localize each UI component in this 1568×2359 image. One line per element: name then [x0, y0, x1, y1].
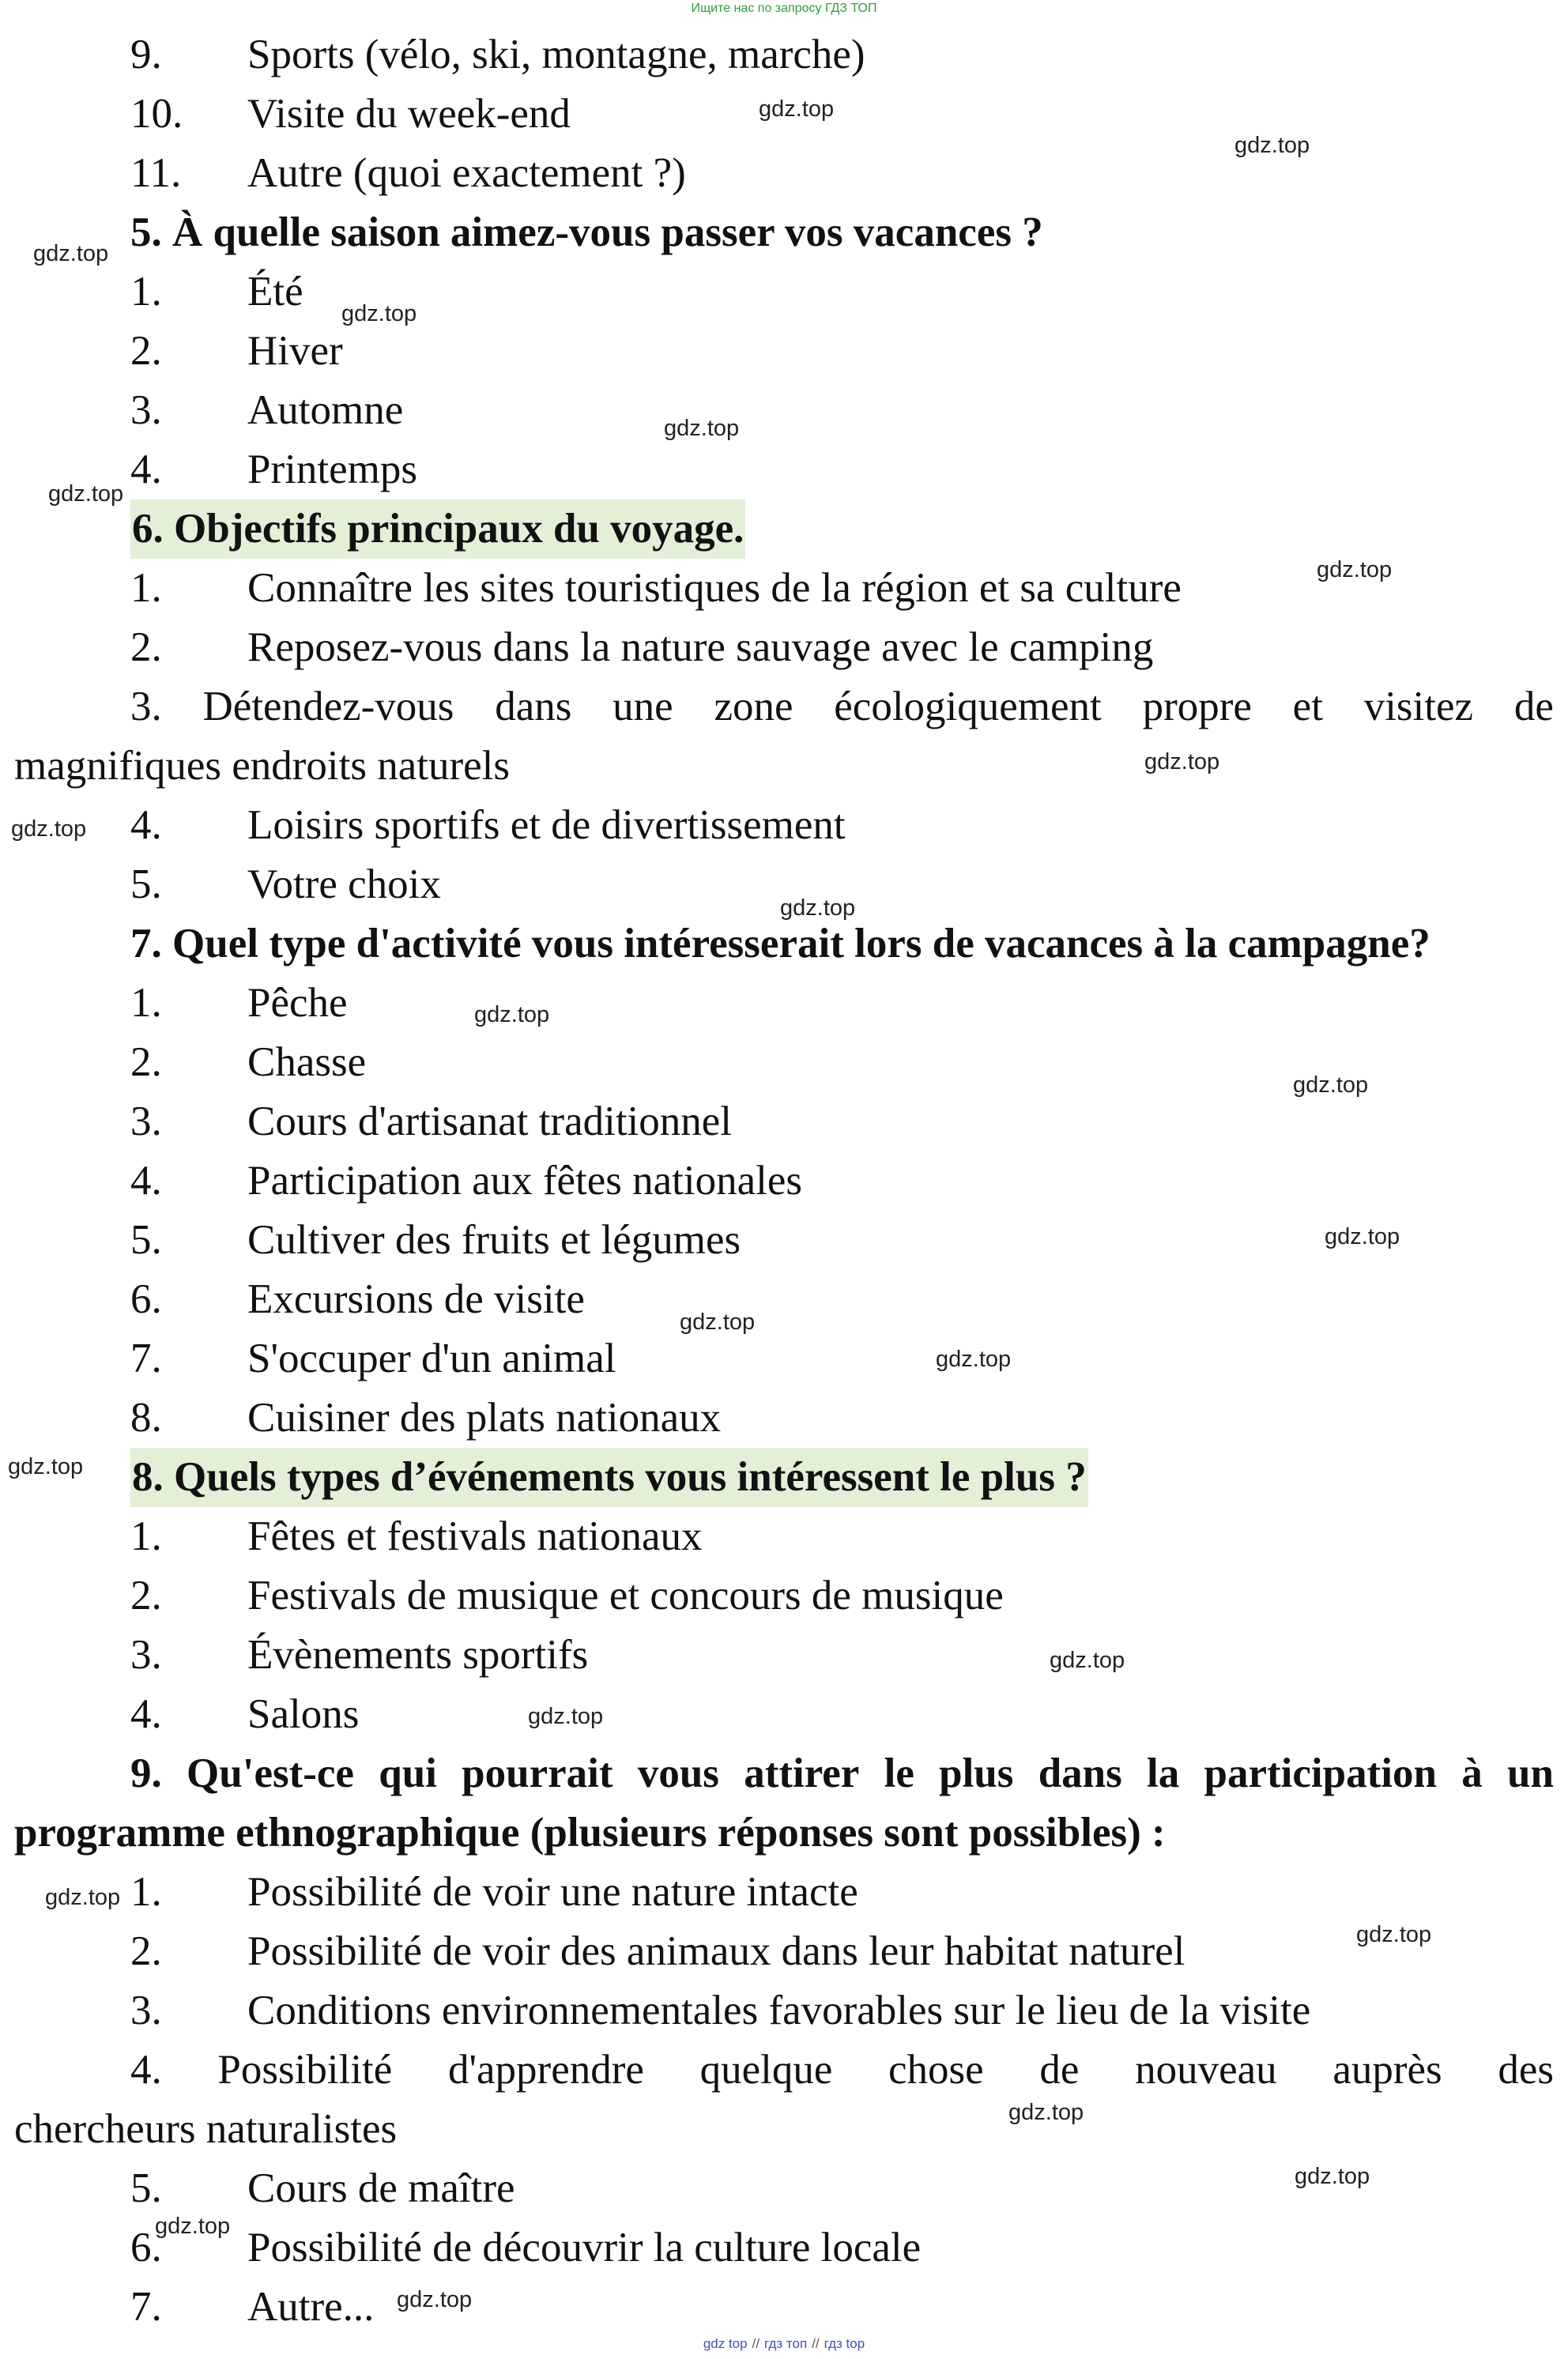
list-item — [0, 2278, 1568, 2337]
item-text: Évènements sportifs — [247, 1632, 589, 1678]
item-number: 3. — [130, 1632, 162, 1678]
item-text: Pêche — [247, 980, 348, 1026]
item-number: 4. — [130, 447, 162, 492]
item-text: Hiver — [247, 328, 343, 374]
item-text: Possibilité de voir des animaux dans leur habitat naturel — [247, 1928, 1185, 1974]
list-item — [0, 1092, 1568, 1151]
word: propre — [1142, 684, 1252, 729]
item-text: Participation aux fêtes nationales — [247, 1158, 803, 1204]
item-text: Fêtes et festivals nationaux — [247, 1513, 703, 1559]
item-text: Cours d'artisanat traditionnel — [247, 1098, 733, 1144]
question-title: 6. Objectifs principaux du voyage. — [130, 499, 745, 559]
item-text: Printemps — [247, 447, 417, 492]
word: zone — [714, 684, 793, 729]
item-text: Autre... — [247, 2284, 375, 2330]
item-continuation: chercheurs naturalistes — [14, 2106, 398, 2152]
item-number: 2. — [130, 1039, 162, 1085]
watermark-label: gdz.top — [397, 2287, 473, 2312]
item-number: 4. — [130, 2047, 162, 2093]
item-text: Connaître les sites touristiques de la région et sa culture — [247, 565, 1182, 611]
item-number: 4. — [130, 1158, 162, 1204]
watermark-label: gdz.top — [8, 1454, 84, 1479]
item-number: 2. — [130, 328, 162, 374]
list-item — [0, 1507, 1568, 1566]
footer-link[interactable]: гдз топ — [764, 2336, 808, 2351]
question-5-heading — [0, 203, 1568, 262]
word: chose — [888, 2047, 984, 2093]
question-title: 8. Quels types d’événements vous intéressent le plus ? — [130, 1448, 1088, 1507]
watermark-label: gdz.top — [1050, 1648, 1125, 1673]
watermark-label: gdz.top — [1293, 1072, 1369, 1098]
list-item — [0, 796, 1568, 855]
top-banner: Ищите нас по запросу ГДЗ ТОП — [691, 2, 877, 15]
watermark-label: gdz.top — [1144, 749, 1220, 774]
word: plus — [939, 1750, 1014, 1796]
question-title: 5. À quelle saison aimez-vous passer vos vacances ? — [130, 209, 1043, 255]
watermark-label: gdz.top — [1008, 2100, 1084, 2125]
question-7-heading — [0, 914, 1568, 974]
watermark-label: gdz.top — [664, 416, 740, 441]
watermark-label: gdz.top — [1234, 133, 1310, 158]
word: vous — [637, 1750, 719, 1796]
item-number: 1. — [130, 269, 162, 315]
item-text: Conditions environnementales favorables sur le lieu de la visite — [247, 1988, 1311, 2033]
list-item — [0, 1270, 1568, 1329]
word: de — [1513, 684, 1554, 729]
item-number: 4. — [130, 802, 162, 848]
word: de — [1039, 2047, 1080, 2093]
item-number: 7. — [130, 1336, 162, 1381]
list-item — [0, 1863, 1568, 1922]
item-number: 3. — [130, 1098, 162, 1144]
list-item — [0, 1626, 1568, 1685]
footer-link[interactable]: gdz top — [703, 2336, 748, 2351]
item-number: 6. — [130, 1276, 162, 1322]
word: nouveau — [1135, 2047, 1277, 2093]
list-item — [0, 1685, 1568, 1744]
watermark-label: gdz.top — [45, 1885, 121, 1910]
item-number: 11. — [130, 150, 182, 196]
watermark-label: gdz.top — [936, 1347, 1012, 1372]
word: attirer — [744, 1750, 860, 1796]
question-title: 7. Quel type d'activité vous intéresserait lors de vacances à la campagne? — [130, 921, 1430, 967]
word: qui — [379, 1750, 437, 1796]
item-text: Loisirs sportifs et de divertissement — [247, 802, 846, 848]
list-item — [0, 618, 1568, 677]
word: visitez — [1363, 684, 1474, 729]
item-text: Chasse — [247, 1039, 367, 1085]
word: auprès — [1332, 2047, 1442, 2093]
word: dans — [495, 684, 572, 729]
word: la — [1147, 1750, 1180, 1796]
item-number: 1. — [130, 1869, 162, 1915]
item-number: 5. — [130, 861, 162, 907]
list-item — [0, 1566, 1568, 1626]
list-item — [0, 1922, 1568, 1981]
list-item — [0, 144, 1568, 203]
word: le — [884, 1750, 914, 1796]
watermark-label: gdz.top — [1325, 1224, 1400, 1249]
watermark-label: gdz.top — [474, 1002, 550, 1027]
item-number: 7. — [130, 2284, 162, 2330]
word: un — [1507, 1750, 1554, 1796]
item-number: 1. — [130, 1513, 162, 1559]
watermark-label: gdz.top — [1356, 1922, 1432, 1947]
item-number: 2. — [130, 1928, 162, 1974]
item-text: Possibilité de voir une nature intacte — [247, 1869, 858, 1915]
watermark-label: gdz.top — [11, 816, 87, 842]
word: d'apprendre — [447, 2047, 644, 2093]
footer-separator: // — [812, 2336, 820, 2351]
watermark-label: gdz.top — [341, 301, 417, 326]
word: participation — [1204, 1750, 1437, 1796]
item-text: Reposez-vous dans la nature sauvage avec le camping — [247, 624, 1154, 670]
list-item — [0, 974, 1568, 1033]
item-number: 9. — [130, 32, 162, 77]
word: une — [612, 684, 673, 729]
item-number: 5. — [130, 2165, 162, 2211]
question-8-heading — [0, 1448, 1568, 1507]
list-item — [0, 25, 1568, 85]
word: Détendez-vous — [202, 684, 454, 729]
item-text: Été — [247, 269, 303, 315]
watermark-label: gdz.top — [1317, 557, 1393, 582]
watermark-label: gdz.top — [155, 2214, 231, 2239]
item-number: 8. — [130, 1395, 162, 1441]
item-number: 3. — [130, 684, 162, 729]
word: Qu'est-ce — [187, 1750, 354, 1796]
item-number: 5. — [130, 1217, 162, 1263]
list-item — [0, 322, 1568, 381]
item-number: 1. — [130, 980, 162, 1026]
word: quelque — [699, 2047, 833, 2093]
item-text: Possibilité de découvrir la culture locale — [247, 2225, 922, 2270]
word: des — [1498, 2047, 1554, 2093]
word: 9. — [130, 1750, 162, 1796]
item-number: 3. — [130, 387, 162, 433]
item-text: Festivals de musique et concours de musique — [247, 1573, 1004, 1619]
word: pourrait — [462, 1750, 613, 1796]
word: écologiquement — [834, 684, 1102, 729]
item-text: Visite du week-end — [247, 91, 571, 137]
item-text: Excursions de visite — [247, 1276, 585, 1322]
item-text: Votre choix — [247, 861, 441, 907]
list-item — [0, 1151, 1568, 1211]
justified-item-line — [130, 677, 1554, 737]
word: à — [1461, 1750, 1483, 1796]
word: Possibilité — [217, 2047, 393, 2093]
list-item — [0, 440, 1568, 499]
list-item — [0, 262, 1568, 322]
watermark-label: gdz.top — [1295, 2164, 1370, 2189]
list-item — [0, 381, 1568, 440]
item-number: 2. — [130, 1573, 162, 1619]
item-number: 10. — [130, 91, 183, 137]
item-text: S'occuper d'un animal — [247, 1336, 616, 1381]
footer-separator: // — [752, 2336, 760, 2351]
item-number: 1. — [130, 565, 162, 611]
question-9-heading — [130, 1744, 1554, 1803]
word: et — [1292, 684, 1323, 729]
question-6-heading — [0, 499, 1568, 559]
item-number: 6. — [130, 2225, 162, 2270]
item-continuation: magnifiques endroits naturels — [14, 743, 511, 789]
question-continuation: programme ethnographique (plusieurs réponses sont possibles) : — [14, 1810, 1166, 1856]
list-item — [0, 2218, 1568, 2278]
watermark-label: gdz.top — [528, 1704, 604, 1729]
bottom-banner — [0, 2336, 1568, 2352]
watermark-label: gdz.top — [780, 895, 856, 921]
watermark-label: gdz.top — [759, 96, 835, 122]
list-item — [0, 1389, 1568, 1448]
watermark-label: gdz.top — [33, 241, 109, 266]
item-number: 4. — [130, 1691, 162, 1737]
item-text: Automne — [247, 387, 404, 433]
item-text: Sports (vélo, ski, montagne, marche) — [247, 32, 865, 77]
footer-link[interactable]: гдз top — [824, 2336, 865, 2351]
item-text: Autre (quoi exactement ?) — [247, 150, 686, 196]
item-text: Cours de maître — [247, 2165, 515, 2211]
watermark-label: gdz.top — [680, 1310, 756, 1335]
list-item — [0, 1981, 1568, 2041]
item-number: 3. — [130, 1988, 162, 2033]
item-number: 2. — [130, 624, 162, 670]
item-text: Salons — [247, 1691, 360, 1737]
item-text: Cuisiner des plats nationaux — [247, 1395, 722, 1441]
list-item — [0, 1329, 1568, 1389]
watermark-label: gdz.top — [48, 481, 124, 507]
word: dans — [1038, 1750, 1122, 1796]
justified-item-line — [130, 2041, 1554, 2100]
item-text: Cultiver des fruits et légumes — [247, 1217, 741, 1263]
